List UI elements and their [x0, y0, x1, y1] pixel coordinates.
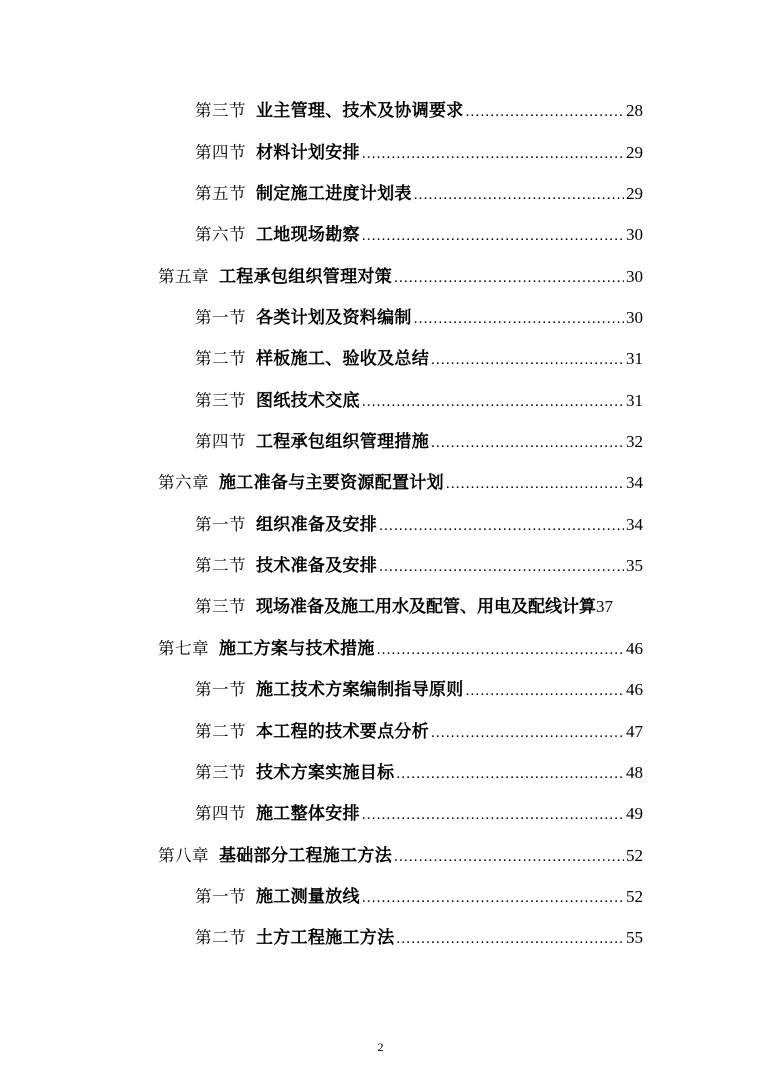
toc-entry[interactable] — [195, 386, 643, 414]
toc-entry[interactable] — [195, 303, 643, 331]
toc-entry-page: 28 — [626, 101, 643, 120]
toc-entry-title: 施工整体安排 — [256, 804, 360, 824]
dot-leader — [362, 890, 624, 907]
toc-entry[interactable] — [195, 758, 643, 786]
toc-entry[interactable] — [195, 510, 643, 538]
toc-entry-title: 施工技术方案编制指导原则 — [256, 680, 464, 700]
toc-entry[interactable] — [195, 427, 643, 455]
dot-leader — [377, 642, 624, 659]
toc-entry-number: 第一节 — [195, 308, 246, 327]
toc-entry-title: 组织准备及安排 — [256, 515, 378, 535]
toc-entry-number: 第七章 — [158, 639, 209, 658]
toc-entry-title: 材料计划安排 — [256, 143, 360, 163]
toc-entry-page: 29 — [626, 143, 643, 162]
toc-entry-title: 样板施工、验收及总结 — [256, 349, 429, 369]
toc-chapter-entry[interactable] — [158, 262, 643, 290]
toc-entry-title: 图纸技术交底 — [256, 391, 360, 411]
toc-entry[interactable] — [195, 138, 643, 166]
toc-entry-number: 第四节 — [195, 143, 246, 162]
toc-entry-number: 第三节 — [195, 101, 246, 120]
toc-entry-page: 30 — [626, 225, 643, 244]
dot-leader — [431, 352, 624, 369]
toc-entry-number: 第四节 — [195, 432, 246, 451]
dot-leader — [414, 187, 624, 204]
toc-entry-number: 第一节 — [195, 887, 246, 906]
toc-entry[interactable] — [195, 923, 643, 951]
toc-entry-number: 第一节 — [195, 680, 246, 699]
toc-entry-number: 第二节 — [195, 349, 246, 368]
dot-leader — [466, 683, 624, 700]
toc-entry-title: 现场准备及施工用水及配管、用电及配线计算 — [256, 597, 596, 617]
toc-entry-title: 施工测量放线 — [256, 887, 360, 907]
toc-chapter-entry[interactable] — [158, 634, 643, 662]
dot-leader — [362, 146, 624, 163]
dot-leader — [394, 270, 624, 287]
toc-entry-number: 第三节 — [195, 391, 246, 410]
toc-entry[interactable] — [195, 675, 643, 703]
toc-entry-number: 第六章 — [158, 473, 209, 492]
toc-entry-page: 55 — [626, 928, 643, 947]
toc-entry-number: 第五章 — [158, 267, 209, 286]
toc-entry-number: 第三节 — [195, 597, 246, 616]
toc-entry-title: 土方工程施工方法 — [256, 928, 395, 948]
toc-entry-title: 制定施工进度计划表 — [256, 184, 412, 204]
dot-leader — [396, 766, 624, 783]
toc-entry-page: 34 — [626, 473, 643, 492]
dot-leader — [466, 104, 624, 121]
toc-entry-page: 29 — [626, 184, 643, 203]
toc-entry-page: 49 — [626, 804, 643, 823]
toc-entry-title: 施工方案与技术措施 — [219, 639, 375, 659]
toc-entry[interactable] — [195, 344, 643, 372]
toc-entry[interactable] — [195, 220, 643, 248]
dot-leader — [431, 725, 624, 742]
toc-entry[interactable] — [195, 717, 643, 745]
toc-entry-number: 第四节 — [195, 804, 246, 823]
toc-entry-page: 30 — [626, 308, 643, 327]
toc-entry-page: 31 — [626, 391, 643, 410]
dot-leader — [362, 228, 624, 245]
dot-leader — [379, 559, 624, 576]
toc-entry-title: 施工准备与主要资源配置计划 — [219, 473, 444, 493]
toc-entry-page: 34 — [626, 515, 643, 534]
toc-entry[interactable] — [195, 592, 665, 620]
toc-entry-number: 第八章 — [158, 846, 209, 865]
toc-entry[interactable] — [195, 882, 643, 910]
toc-entry-page: 31 — [626, 349, 643, 368]
page-footer-number: 2 — [377, 1040, 384, 1054]
toc-entry-page: 46 — [626, 680, 643, 699]
dot-leader — [362, 394, 624, 411]
toc-entry[interactable] — [195, 179, 643, 207]
toc-entry-title: 工程承包组织管理对策 — [219, 267, 392, 287]
toc-entry-title: 各类计划及资料编制 — [256, 308, 412, 328]
toc-entry-title: 基础部分工程施工方法 — [219, 846, 392, 866]
toc-entry-title: 技术方案实施目标 — [256, 763, 395, 783]
toc-entry-number: 第三节 — [195, 763, 246, 782]
toc-entry-page: 52 — [626, 846, 643, 865]
toc-entry-title: 技术准备及安排 — [256, 556, 378, 576]
toc-entry-page: 46 — [626, 639, 643, 658]
toc-entry-title: 业主管理、技术及协调要求 — [256, 101, 464, 121]
toc-entry-number: 第二节 — [195, 722, 246, 741]
toc-entry[interactable] — [195, 551, 643, 579]
dot-leader — [414, 311, 624, 328]
toc-entry-number: 第五节 — [195, 184, 246, 203]
toc-entry-page: 48 — [626, 763, 643, 782]
toc-entry-number: 第六节 — [195, 225, 246, 244]
toc-entry-page: 47 — [626, 722, 643, 741]
toc-entry-title: 本工程的技术要点分析 — [256, 722, 429, 742]
toc-entry[interactable] — [195, 799, 643, 827]
toc-entry-page: 32 — [626, 432, 643, 451]
toc-entry-page: 37 — [596, 597, 613, 616]
toc-entry-page: 30 — [626, 267, 643, 286]
dot-leader — [431, 435, 624, 452]
toc-entry-title: 工程承包组织管理措施 — [256, 432, 429, 452]
dot-leader — [396, 931, 624, 948]
toc-entry-number: 第二节 — [195, 556, 246, 575]
toc-entry-title: 工地现场勘察 — [256, 225, 360, 245]
dot-leader — [394, 849, 624, 866]
toc-chapter-entry[interactable] — [158, 841, 643, 869]
toc-entry-page: 52 — [626, 887, 643, 906]
toc-entry-number: 第二节 — [195, 928, 246, 947]
toc-entry-page: 35 — [626, 556, 643, 575]
toc-entry[interactable] — [195, 96, 643, 124]
toc-entry-number: 第一节 — [195, 515, 246, 534]
toc-chapter-entry[interactable] — [158, 468, 643, 496]
dot-leader — [446, 476, 624, 493]
dot-leader — [362, 807, 624, 824]
dot-leader — [379, 518, 624, 535]
